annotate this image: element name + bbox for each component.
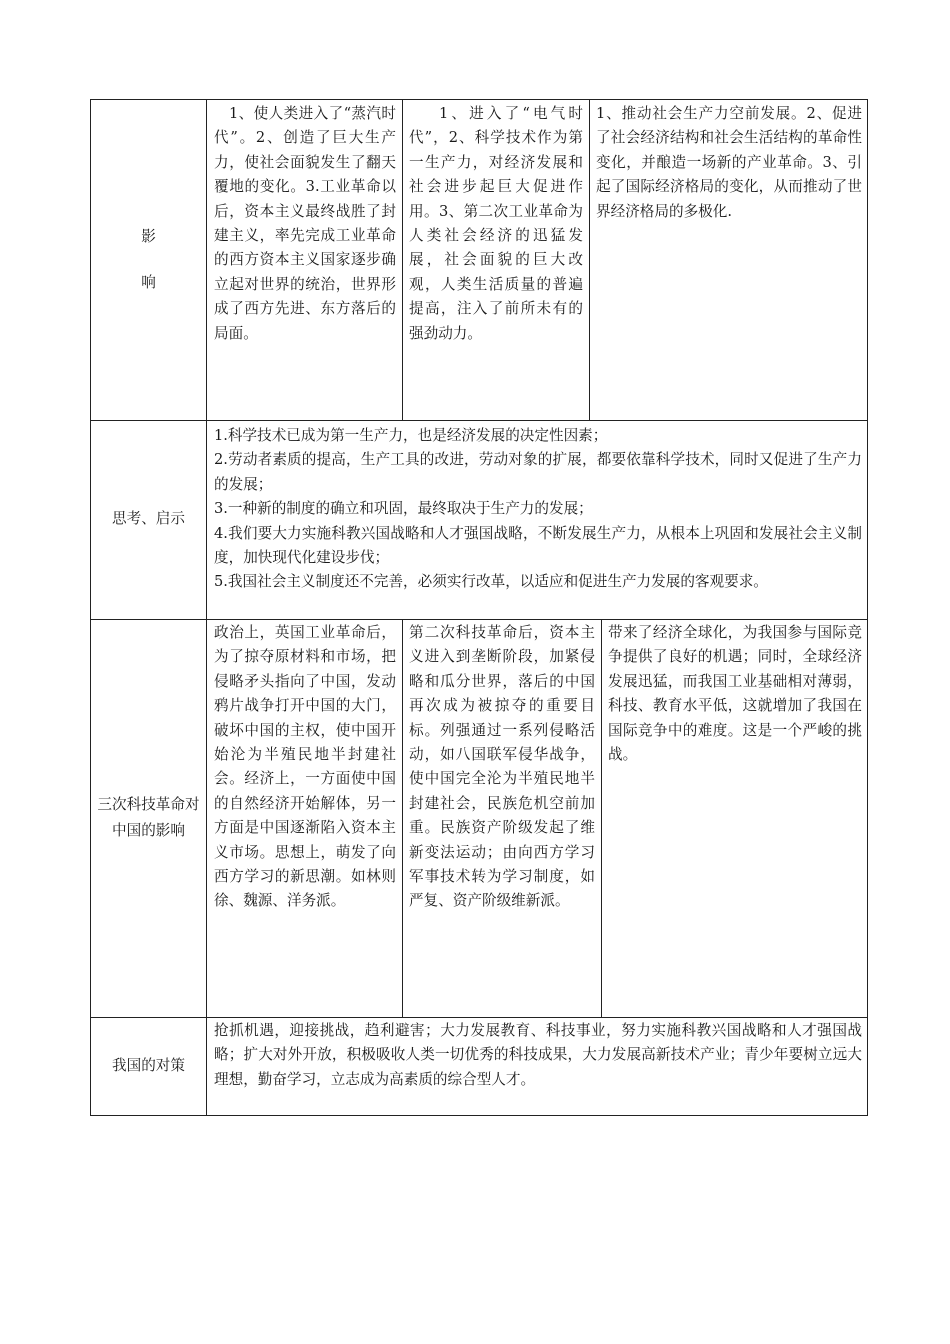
column-divider xyxy=(206,100,207,1115)
third-revolution-influence: 1、推动社会生产力空前发展。2、促进了社会经济结构和社会生活结构的革命性变化，并酿造一场新的产业革命。3、引起了国际经济格局的变化，从而推动了世界经济格局的多极化. xyxy=(596,105,862,220)
second-revolution-influence: 1、进入了“电气时代”，2、科学技术作为第一生产力，对经济发展和社会进步起巨大促进作用。3、第二次工业革命为人类社会经济的迅猛发展，社会面貌的巨大改观，人类生活质量的普遍提高，注入了前所未有的强劲动力。 xyxy=(409,105,583,342)
thoughts-label-cell xyxy=(91,420,206,619)
china-impact-label-cell xyxy=(97,619,200,1017)
thought-item: 1.科学技术已成为第一生产力，也是经济发展的决定性因素； xyxy=(214,427,608,444)
thought-item: 4.我们要大力实施科教兴国战略和人才强国战略，不断发展生产力，从根本上巩固和发展社会主义制度，加快现代化建设步伐； xyxy=(214,524,862,567)
influence-label-1: 影 xyxy=(141,227,156,245)
second-revolution-china: 第二次科技革命后，资本主义进入到垄断阶段，加紧侵略和瓜分世界，落后的中国再次成为被掠夺的重要目标。列强通过一系列侵略活动，如八国联军侵华战争，使中国完全沦为半殖民地半封建社会，民族危机空前加重。民族资产阶级发起了维新变法运动；由向西方学习军事技术转为学习制度，如严复、资产阶级维新派。 xyxy=(409,624,595,910)
policy-label: 我国的对策 xyxy=(112,1056,185,1074)
thought-item: 3.一种新的制度的确立和巩固，最终取决于生产力的发展； xyxy=(214,500,593,518)
influence-label-2: 响 xyxy=(141,274,156,291)
column-divider xyxy=(589,100,590,420)
thoughts-list xyxy=(214,424,862,595)
first-revolution-influence: 1、使人类进入了“蒸汽时代”。2、创造了巨大生产力，使社会面貌发生了翻天覆地的变化。3.工业革命以后，资本主义最终战胜了封建主义，率先完成工业革命的西方资本主义国家逐步确立起对世界的统治，世界形成了西方先进、东方落后的局面。 xyxy=(214,105,396,342)
row-divider xyxy=(91,420,867,421)
row-divider xyxy=(91,1017,867,1018)
row-divider xyxy=(91,619,867,620)
thought-item: 2.劳动者素质的提高，生产工具的改进，劳动对象的扩展，都要依靠科学技术，同时又促进了生产力的发展； xyxy=(214,451,862,493)
thought-item: 5.我国社会主义制度还不完善，必须实行改革，以适应和促进生产力发展的客观要求。 xyxy=(214,573,768,591)
third-revolution-china: 带来了经济全球化，为我国参与国际竞争提供了良好的机遇；同时，全球经济发展迅猛，而我国工业基础相对薄弱，科技、教育水平低，这就增加了我国在国际竞争中的难度。这是一个严峻的挑战。 xyxy=(608,624,862,764)
policy-label-cell xyxy=(91,1017,206,1115)
column-divider xyxy=(402,100,403,420)
first-revolution-china: 政治上，英国工业革命后，为了掠夺原材料和市场，把侵略矛头指向了中国，发动鸦片战争打开中国的大门，破坏中国的主权，使中国开始沦为半殖民地半封建社会。经济上，一方面使中国的自然经济开始解体，另一方面是中国逐渐陷入资本主义市场。思想上，萌发了向西方学习的新思潮。如林则徐、魏源、洋务派。 xyxy=(214,624,396,910)
policy-text: 抢抓机遇，迎接挑战，趋利避害；大力发展教育、科技事业，努力实施科教兴国战略和人才强国战略；扩大对外开放，积极吸收人类一切优秀的科技成果，大力发展高新技术产业；青少年要树立远大理想，勤奋学习，立志成为高素质的综合型人才。 xyxy=(214,1022,862,1088)
influence-label-cell xyxy=(91,100,206,420)
thoughts-label: 思考、启示 xyxy=(112,510,185,528)
china-impact-label: 三次科技革命对中国的影响 xyxy=(97,796,200,839)
column-divider xyxy=(601,619,602,1017)
comparison-table xyxy=(90,99,868,1116)
column-divider xyxy=(402,619,403,1017)
